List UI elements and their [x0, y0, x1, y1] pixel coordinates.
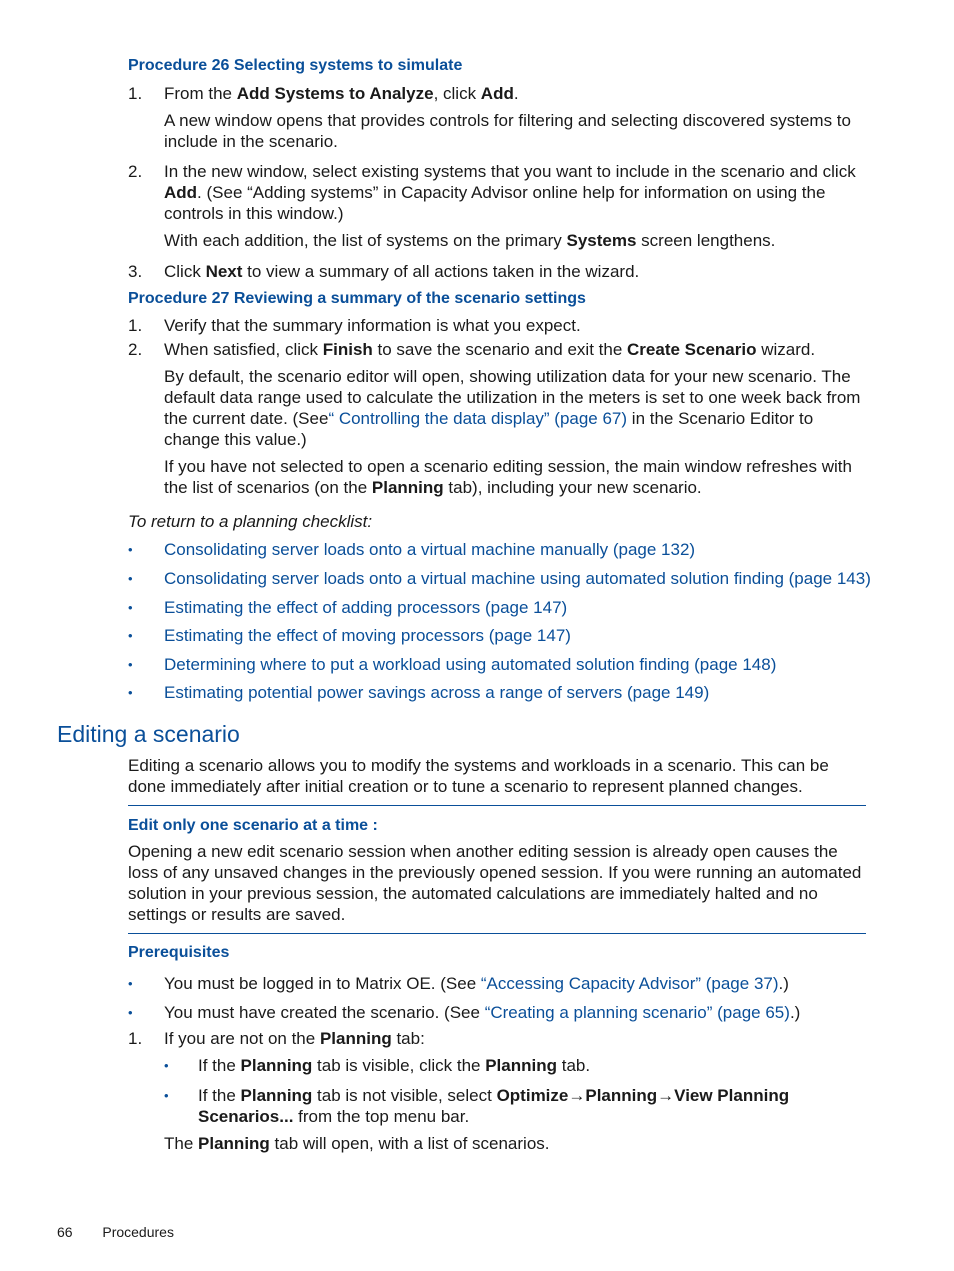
step-text: Click Next to view a summary of all actions taken in the wizard.: [164, 262, 640, 281]
step-number: 2.: [128, 162, 143, 181]
bullet-icon: •: [164, 1088, 169, 1103]
controlling-data-display-link[interactable]: “ Controlling the data display” (page 67): [328, 409, 628, 428]
editing-intro: Editing a scenario allows you to modify the systems and workloads in a scenario. This can be done immediately after initial creation or to tune a scenario to represent planned changes.: [128, 756, 829, 796]
checklist-link[interactable]: Estimating the effect of moving processors (page 147): [164, 626, 571, 645]
checklist-link[interactable]: Estimating potential power savings across a range of servers (page 149): [164, 683, 710, 702]
accessing-capacity-advisor-link[interactable]: “Accessing Capacity Advisor” (page 37): [480, 974, 779, 993]
bullet-icon: •: [128, 685, 133, 700]
bullet-icon: •: [164, 1058, 169, 1073]
step-text: Verify that the summary information is what you expect.: [164, 316, 581, 335]
procedure-27-heading: Procedure 27 Reviewing a summary of the scenario settings: [128, 290, 586, 307]
prerequisites-heading: Prerequisites: [128, 944, 230, 961]
note-heading: Edit only one scenario at a time :: [128, 817, 378, 834]
proc27-refresh-paragraph: If you have not selected to open a scenario editing session, the main window refreshes with the list of scenarios (on the Planning tab), including your new scenario.: [164, 457, 852, 497]
checklist-link[interactable]: Estimating the effect of adding processors (page 147): [164, 598, 568, 617]
bullet-icon: •: [128, 628, 133, 643]
bullet-icon: •: [128, 600, 133, 615]
step-number: 1.: [128, 84, 143, 103]
page-number: 66: [57, 1224, 73, 1240]
creating-planning-scenario-link[interactable]: “Creating a planning scenario” (page 65): [484, 1003, 790, 1022]
arrow-icon: →: [657, 1086, 675, 1105]
step-text: If you are not on the Planning tab:: [164, 1029, 425, 1048]
section-title: Editing a scenario: [57, 721, 240, 747]
bullet-icon: •: [128, 571, 133, 586]
proc26-step-1-paragraph: A new window opens that provides controls for filtering and selecting discovered systems to include in the scenario.: [164, 111, 851, 151]
checklist-intro: To return to a planning checklist:: [128, 512, 373, 531]
note-bottom-divider: [128, 933, 866, 934]
procedure-26-heading: Procedure 26 Selecting systems to simulate: [128, 57, 463, 74]
checklist-link[interactable]: Determining where to put a workload using automated solution finding (page 148): [164, 655, 777, 674]
step-number: 1.: [128, 1029, 143, 1048]
step-text: From the Add Systems to Analyze, click Add.: [164, 84, 519, 103]
prerequisite-text: You must have created the scenario. (See “Creating a planning scenario” (page 65).): [164, 1003, 801, 1022]
proc26-step-2-paragraph: With each addition, the list of systems on the primary Systems screen lengthens.: [164, 231, 776, 250]
bullet-icon: •: [128, 976, 133, 991]
checklist-link[interactable]: Consolidating server loads onto a virtual machine manually (page 132): [164, 540, 696, 559]
proc27-default-paragraph: By default, the scenario editor will open, showing utilization data for your new scenario. The default data range used to calculate the utilization in the meters is set to one week back from the current date. (See“ Controlling the data display” (page 67) in the Scenario Editor to change this value.): [164, 367, 861, 449]
sub-bullet-text: If the Planning tab is visible, click the Planning tab.: [198, 1056, 591, 1075]
footer-section: Procedures: [102, 1224, 174, 1240]
closing-paragraph: The Planning tab will open, with a list of scenarios.: [164, 1134, 550, 1153]
step-text: In the new window, select existing systems that you want to include in the scenario and click Add. (See “Adding systems” in Capacity Advisor online help for information on using the controls in this window.): [164, 162, 856, 223]
sub-bullet-text: If the Planning tab is not visible, select Optimize→Planning→View Planning Scenarios... from the top menu bar.: [198, 1086, 790, 1126]
note-top-divider: [128, 805, 866, 806]
arrow-icon: →: [568, 1086, 586, 1105]
note-text: Opening a new edit scenario session when another editing session is already open causes the loss of any unsaved changes in the previously opened session. If you were running an automated solution in your previous session, the automated calculations are immediately halted and no settings or results are saved.: [128, 842, 862, 924]
step-text: When satisfied, click Finish to save the scenario and exit the Create Scenario wizard.: [164, 340, 816, 359]
step-number: 3.: [128, 262, 143, 281]
prerequisite-text: You must be logged in to Matrix OE. (See “Accessing Capacity Advisor” (page 37).): [164, 974, 789, 993]
step-number: 2.: [128, 340, 143, 359]
bullet-icon: •: [128, 1005, 133, 1020]
bullet-icon: •: [128, 657, 133, 672]
page-footer: [57, 1222, 174, 1243]
step-number: 1.: [128, 316, 143, 335]
checklist-link[interactable]: Consolidating server loads onto a virtual machine using automated solution finding (page 143): [164, 569, 871, 588]
bullet-icon: •: [128, 542, 133, 557]
